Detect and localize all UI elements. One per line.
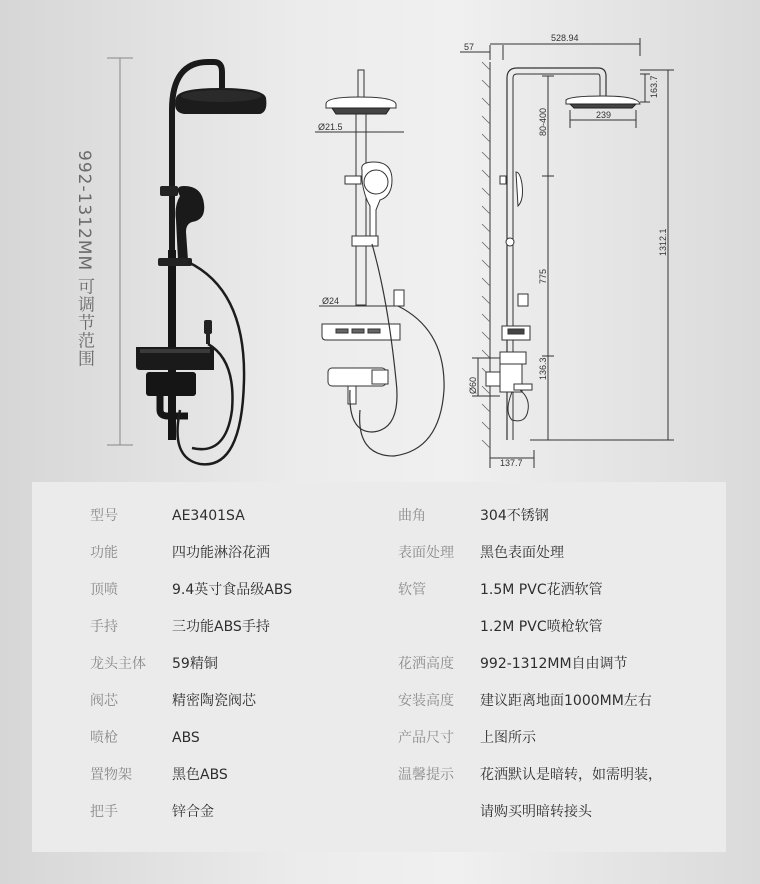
spec-key: 把手 bbox=[90, 804, 118, 820]
spec-row bbox=[32, 535, 726, 572]
spec-key: 阀芯 bbox=[90, 693, 118, 709]
dim-head-height: 163.7 bbox=[649, 75, 659, 98]
spec-key: 软管 bbox=[398, 582, 426, 598]
spec-table bbox=[32, 482, 726, 852]
spec-value: 建议距离地面1000MM左右 bbox=[480, 693, 652, 709]
dimension-drawing bbox=[460, 38, 674, 468]
dim-bottom-height: 136.3 bbox=[538, 357, 548, 380]
dim-base-depth: 137.7 bbox=[500, 458, 523, 468]
spec-value: 黑色表面处理 bbox=[480, 545, 564, 561]
spec-value: 锌合金 bbox=[172, 804, 214, 820]
dim-mid-height: 775 bbox=[538, 268, 548, 284]
spec-row bbox=[32, 683, 726, 720]
spec-value: 精密陶瓷阀芯 bbox=[172, 693, 256, 709]
dim-wall-offset: 57 bbox=[464, 42, 475, 52]
dim-total-height: 1312.1 bbox=[658, 228, 668, 256]
spec-key: 表面处理 bbox=[398, 545, 454, 561]
spec-key: 产品尺寸 bbox=[398, 730, 454, 746]
dim-pipe-bottom: Ø24 bbox=[322, 296, 340, 306]
spec-value: 四功能淋浴花洒 bbox=[172, 545, 270, 561]
spec-row bbox=[32, 609, 726, 646]
dim-arm-drop: 80-400 bbox=[538, 107, 548, 136]
spec-value: 黑色ABS bbox=[172, 767, 228, 783]
spec-value: 59精铜 bbox=[172, 656, 218, 672]
spec-key: 曲角 bbox=[398, 508, 426, 524]
spec-key: 龙头主体 bbox=[90, 656, 146, 672]
spec-key: 置物架 bbox=[90, 767, 132, 783]
spec-row bbox=[32, 757, 726, 794]
spec-key: 型号 bbox=[90, 508, 118, 524]
spec-value: 9.4英寸食品级ABS bbox=[172, 582, 293, 598]
dim-pipe-top: Ø21.5 bbox=[318, 122, 343, 132]
spec-key: 功能 bbox=[90, 545, 118, 561]
dim-inlet: Ø60 bbox=[468, 376, 478, 394]
spec-row bbox=[32, 794, 726, 831]
spec-value: 1.2M PVC喷枪软管 bbox=[480, 619, 603, 635]
dim-arm-length: 528.94 bbox=[551, 33, 579, 43]
spec-key: 顶喷 bbox=[90, 582, 118, 598]
spec-value: 三功能ABS手持 bbox=[172, 619, 270, 635]
spec-key: 喷枪 bbox=[90, 730, 118, 746]
spec-value: 花洒默认是暗转，如需明装， bbox=[480, 767, 662, 783]
spec-key: 花洒高度 bbox=[398, 656, 454, 672]
spec-row bbox=[32, 720, 726, 757]
adjustable-range-label: 992-1312MM 可调节范围 bbox=[74, 150, 94, 368]
spec-value: 上图所示 bbox=[480, 730, 536, 746]
product-photo bbox=[107, 58, 266, 464]
spec-value: ABS bbox=[172, 730, 200, 746]
spec-key: 手持 bbox=[90, 619, 118, 635]
spec-row bbox=[32, 572, 726, 609]
spec-value: AE3401SA bbox=[172, 508, 245, 524]
spec-value: 992-1312MM自由调节 bbox=[480, 656, 628, 672]
spec-row bbox=[32, 498, 726, 535]
spec-key: 安装高度 bbox=[398, 693, 454, 709]
dim-head-width: 239 bbox=[596, 110, 612, 120]
spec-key: 温馨提示 bbox=[398, 767, 454, 783]
spec-value: 304不锈钢 bbox=[480, 508, 549, 524]
spec-row bbox=[32, 646, 726, 683]
spec-value: 1.5M PVC花洒软管 bbox=[480, 582, 603, 598]
spec-value: 请购买明暗转接头 bbox=[480, 804, 592, 820]
